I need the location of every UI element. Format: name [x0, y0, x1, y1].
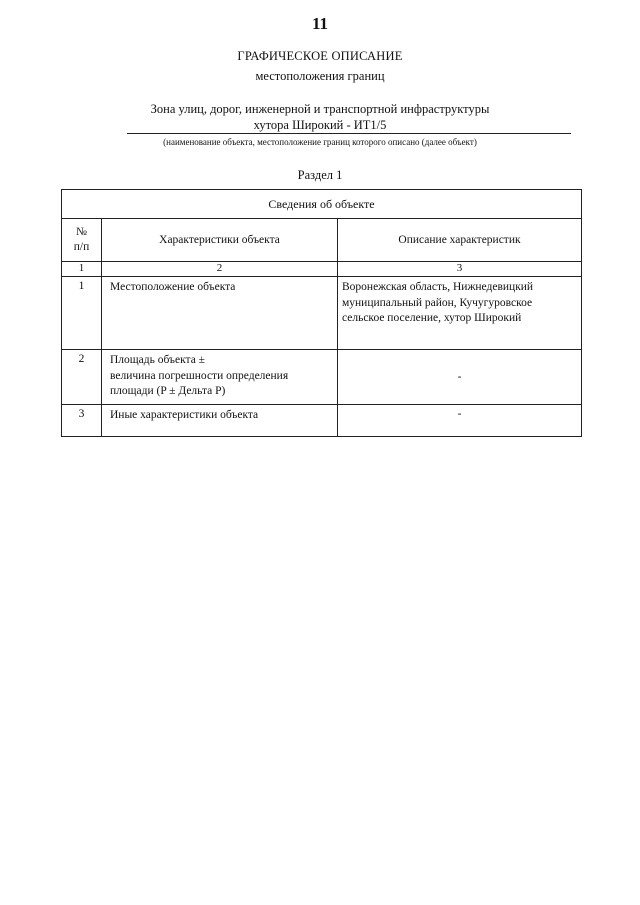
row-description-line: муниципальный район, Кучугуровское — [342, 296, 533, 309]
page-number: 11 — [311, 14, 329, 33]
object-caption: (наименование объекта, местоположение границ которого описано (далее объект) — [163, 137, 477, 147]
object-name — [0, 101, 640, 133]
row-number: 3 — [62, 405, 102, 437]
column-header-number — [62, 219, 102, 262]
object-name-line-2: хутора Широкий - ИТ1/5 — [253, 118, 387, 132]
column-number-row — [62, 262, 582, 277]
object-name-line-1: Зона улиц, дорог, инженерной и транспортной инфраструктуры — [150, 102, 490, 116]
table-title-row — [62, 190, 582, 219]
row-description-line: сельское поселение, хутор Широкий — [342, 312, 522, 324]
table-row — [62, 350, 582, 405]
row-description-line: Воронежская область, Нижнедевицкий — [342, 281, 534, 293]
row-characteristic-line: площади (P ± Дельта P) — [110, 385, 226, 397]
row-characteristic — [102, 350, 338, 405]
row-characteristic: Иные характеристики объекта — [102, 405, 338, 437]
table-title: Сведения об объекте — [62, 190, 582, 219]
row-description — [338, 277, 582, 350]
document-subtitle: местоположения границ — [255, 69, 385, 83]
object-name-underline — [127, 133, 571, 134]
column-header-row — [62, 219, 582, 262]
column-header-number-abbr: п/п — [73, 241, 90, 253]
column-header-characteristic: Характеристики объекта — [102, 219, 338, 262]
column-number-2: 2 — [102, 262, 338, 277]
column-header-number-symbol: № — [76, 226, 87, 238]
document-title: ГРАФИЧЕСКОЕ ОПИСАНИЕ — [237, 49, 403, 63]
column-number-3: 3 — [338, 262, 582, 277]
column-header-description: Описание характеристик — [338, 219, 582, 262]
row-number: 2 — [62, 350, 102, 405]
table-row — [62, 405, 582, 437]
row-description: - — [338, 405, 582, 437]
object-info-table — [61, 189, 582, 437]
row-characteristic-line: Площадь объекта ± — [110, 354, 205, 366]
row-characteristic: Местоположение объекта — [102, 277, 338, 350]
row-characteristic-line: величина погрешности определения — [110, 369, 289, 382]
column-number-1: 1 — [62, 262, 102, 277]
section-title: Раздел 1 — [297, 168, 343, 182]
row-description: - — [338, 350, 582, 405]
row-number: 1 — [62, 277, 102, 350]
table-row — [62, 277, 582, 350]
